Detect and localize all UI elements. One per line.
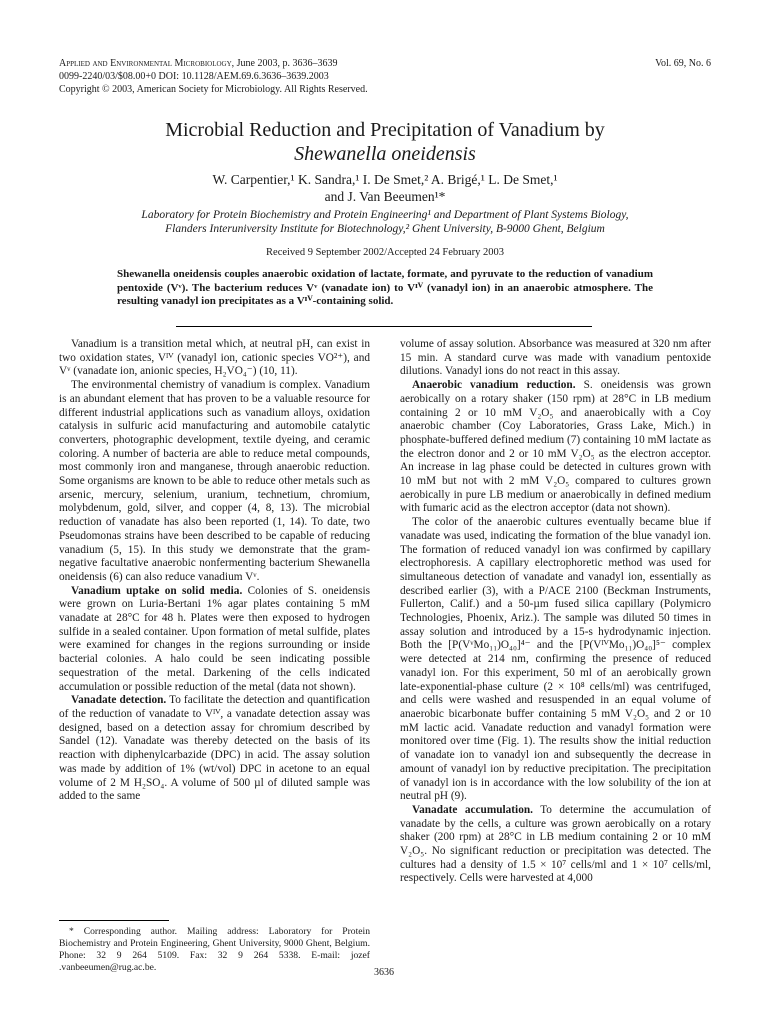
left-column [59, 338, 370, 804]
paragraph-text: volume of assay solution. Absorbance was measured at 320 nm after 15 min. A standard curve was made with vanadium pentoxide dilutions. Vanadyl ions do not react in this assay. [400, 338, 711, 378]
volume-info: Vol. 69, No. 6 [655, 58, 711, 69]
copyright-line: Copyright © 2003, American Society for Microbiology. All Rights Reserved. [59, 84, 368, 95]
journal-name: Applied and Environmental Microbiology [59, 58, 232, 69]
section-heading: Anaerobic vanadium reduction. [412, 379, 576, 392]
authors-line-2: and J. Van Beeumen¹* [324, 189, 446, 204]
title-line-2: Shewanella oneidensis [294, 143, 476, 165]
paragraph-text: To facilitate the detection and quantification of the reduction of vanadate to Vᴵⱽ, a vanadate detection assay was designed, based on a detection assay for chromium described by Sandel (12). Vanadate was thereby detected on the basis of its reaction with diphenylcarbazide (DPC) in acid. The assay solution was made by addition of 1% (wt/vol) DPC in acetone to an equal volume of 2 M H₂SO₄. A volume of 500 µl of diluted sample was added to the same [59, 694, 370, 803]
body-paragraph [59, 694, 370, 804]
body-paragraph [400, 338, 711, 379]
corresponding-author-note: * Corresponding author. Mailing address: Laboratory for Protein Biochemistry and Protein Engineering, Ghent University, 9000 Ghent, Belgium. Phone: 32 9 264 5109. Fax: 32 9 264 5338. E-mail: jozef .vanbeeumen@rug.ac.be. [59, 926, 370, 973]
body-paragraph [59, 338, 370, 379]
doi-line: 0099-2240/03/$08.00+0 DOI: 10.1128/AEM.69.6.3636–3639.2003 [59, 71, 329, 82]
title-line-1: Microbial Reduction and Precipitation of Vanadium by [165, 119, 605, 141]
body-paragraph [400, 516, 711, 804]
paragraph-text: The color of the anaerobic cultures eventually became blue if vanadate was used, indicating the formation of the blue vanadyl ion. The formation of reduced vanadyl ion was confirmed by capillary electrophoresis. A capillary electrophoretic method was used for simultaneous detection of vanadate and vanadyl ion, essentially as described earlier (3), with a P/ACE 2100 (Beckman Instruments, Fullerton, Calif.) and a 50-µm fused silica capillary (Polymicro Technologies, Phoenix, Ariz.). The sample was diluted 50 times in assay solution and introduced by a 15-s hydrodynamic injection. Both the [P(VᵛMo₁₁)O₄₀]⁴⁻ and the [P(VᴵⱽMo₁₁)O₄₀]⁵⁻ complex were detected at 214 nm, confirming the presence of reduced vanadyl ion. For this experiment, 50 ml of an aerobically grown late-exponential-phase culture (2 × 10⁸ cells/ml) was centrifuged, and cells were washed and resuspended in an equal volume of anaerobic bicarbonate buffer containing 5 mM V₂O₅ and 2 or 10 mM lactic acid. Vanadate reduction and vanadyl formation were monitored over time (Fig. 1). The results show the initial reduction of vanadate ion to vanadyl ion and subsequently the decrease in amount of vanadyl ion by reductive precipitation. The precipitation of vanadyl ion is in accordance with the low solubility of the ion at neutral pH (9). [400, 516, 711, 803]
affiliations [59, 208, 711, 236]
section-heading: Vanadium uptake on solid media. [71, 584, 243, 597]
authors-line-1: W. Carpentier,¹ K. Sandra,¹ I. De Smet,² A. Brigé,¹ L. De Smet,¹ [212, 172, 558, 187]
section-heading: Vanadate accumulation. [412, 803, 533, 816]
abstract-divider [176, 326, 592, 327]
paragraph-text: To determine the accumulation of vanadate by the cells, a culture was grown aerobically on a rotary shaker (200 rpm) at 28°C in LB medium containing 2 or 10 mM V₂O₅. No significant reduction or precipitation was detected. The cultures had a density of 1.5 × 10⁷ cells/ml and 1 × 10⁷ cells/ml, respectively. Cells were harvested at 4,000 [400, 803, 711, 885]
received-dates: Received 9 September 2002/Accepted 24 February 2003 [266, 247, 504, 258]
masthead [59, 57, 711, 96]
affiliation-line-2: Flanders Interuniversity Institute for Biotechnology,² Ghent University, B-9000 Ghent, Belgium [165, 223, 605, 235]
right-column [400, 338, 711, 886]
paragraph-text: Vanadium is a transition metal which, at neutral pH, can exist in two oxidation states, Vᴵⱽ (vanadyl ion, cationic species VO²⁺), and Vᵛ (vanadate ion, anionic species, H₂VO₄⁻) (10, 11). [59, 338, 370, 378]
body-paragraph [400, 804, 711, 886]
abstract: Shewanella oneidensis couples anaerobic oxidation of lactate, formate, and pyruvate to the reduction of vanadium pentoxide (Vᵛ). The bacterium reduces Vᵛ (vanadate ion) to Vᴵⱽ (vanadyl ion) in an anaerobic atmosphere. The resulting vanadyl ion precipitates as a Vᴵⱽ-containing solid. [117, 268, 653, 307]
paragraph-text: S. oneidensis was grown aerobically on a rotary shaker (150 rpm) at 28°C in LB medium containing 2 or 10 mM V₂O₅ and anaerobically with a Coy anaerobic chamber (Coy Laboratories, Grass Lake, Mich.) in phosphate-buffered defined medium (7) containing 10 mM lactate as the electron donor and 2 or 10 mM V₂O₅ as the electron acceptor. An increase in lag phase could be detected in cultures grown with 10 mM but not with 2 mM V₂O₅ compared to cultures grown aerobically in pure LB medium or anaerobically in defined medium with fumaric acid as the electron acceptor (data not shown). [400, 379, 711, 515]
page-number: 3636 [374, 967, 394, 978]
section-heading: Vanadate detection. [71, 694, 167, 707]
article-title [59, 118, 711, 166]
body-paragraph [59, 585, 370, 695]
paragraph-text: The environmental chemistry of vanadium is complex. Vanadium is an abundant element that has proven to be a valuable resource for different industrial applications such as vanadium alloys, oxidation catalysis in sulfuric acid manufacturing and automobile catalytic converters, photographic development, textile dyeing, and ceramic coloring. A number of bacteria are able to reduce metal compounds, most commonly iron and manganese, through anaerobic reduction. Some organisms are known to be able to reduce other metals such as arsenic, mercury, selenium, uranium, technetium, chromium, molybdenum, gold, silver, and copper (4, 8, 13). The microbial reduction of vanadate has also been reported (1, 14). To date, two Pseudomonas strains have been described to be capable of reducing vanadium (5, 15). In this study we demonstrate that the gram-negative facultative anaerobic nonfermenting bacterium Shewanella oneidensis (6) can also reduce vanadium Vᵛ. [59, 379, 370, 583]
body-paragraph [59, 379, 370, 585]
author-list [59, 171, 711, 205]
footnote-divider [59, 920, 169, 921]
affiliation-line-1: Laboratory for Protein Biochemistry and Protein Engineering¹ and Department of Plant Systems Biology, [141, 209, 629, 221]
body-paragraph [400, 379, 711, 516]
issue-info: , June 2003, p. 3636–3639 [231, 58, 338, 69]
paragraph-text: Colonies of S. oneidensis were grown on Luria-Bertani 1% agar plates containing 5 mM vanadate at 28°C for 48 h. Plates were then exposed to hydrogen sulfide in a sealed container. Upon formation of metal sulfide, plates were examined for changes in the regions surrounding or inside bacterial colonies. A halo could be seen indicating possible sequestration of the metal. Darkening of the cells indicated accumulation or possible reduction of the metal (data not shown). [59, 584, 370, 693]
